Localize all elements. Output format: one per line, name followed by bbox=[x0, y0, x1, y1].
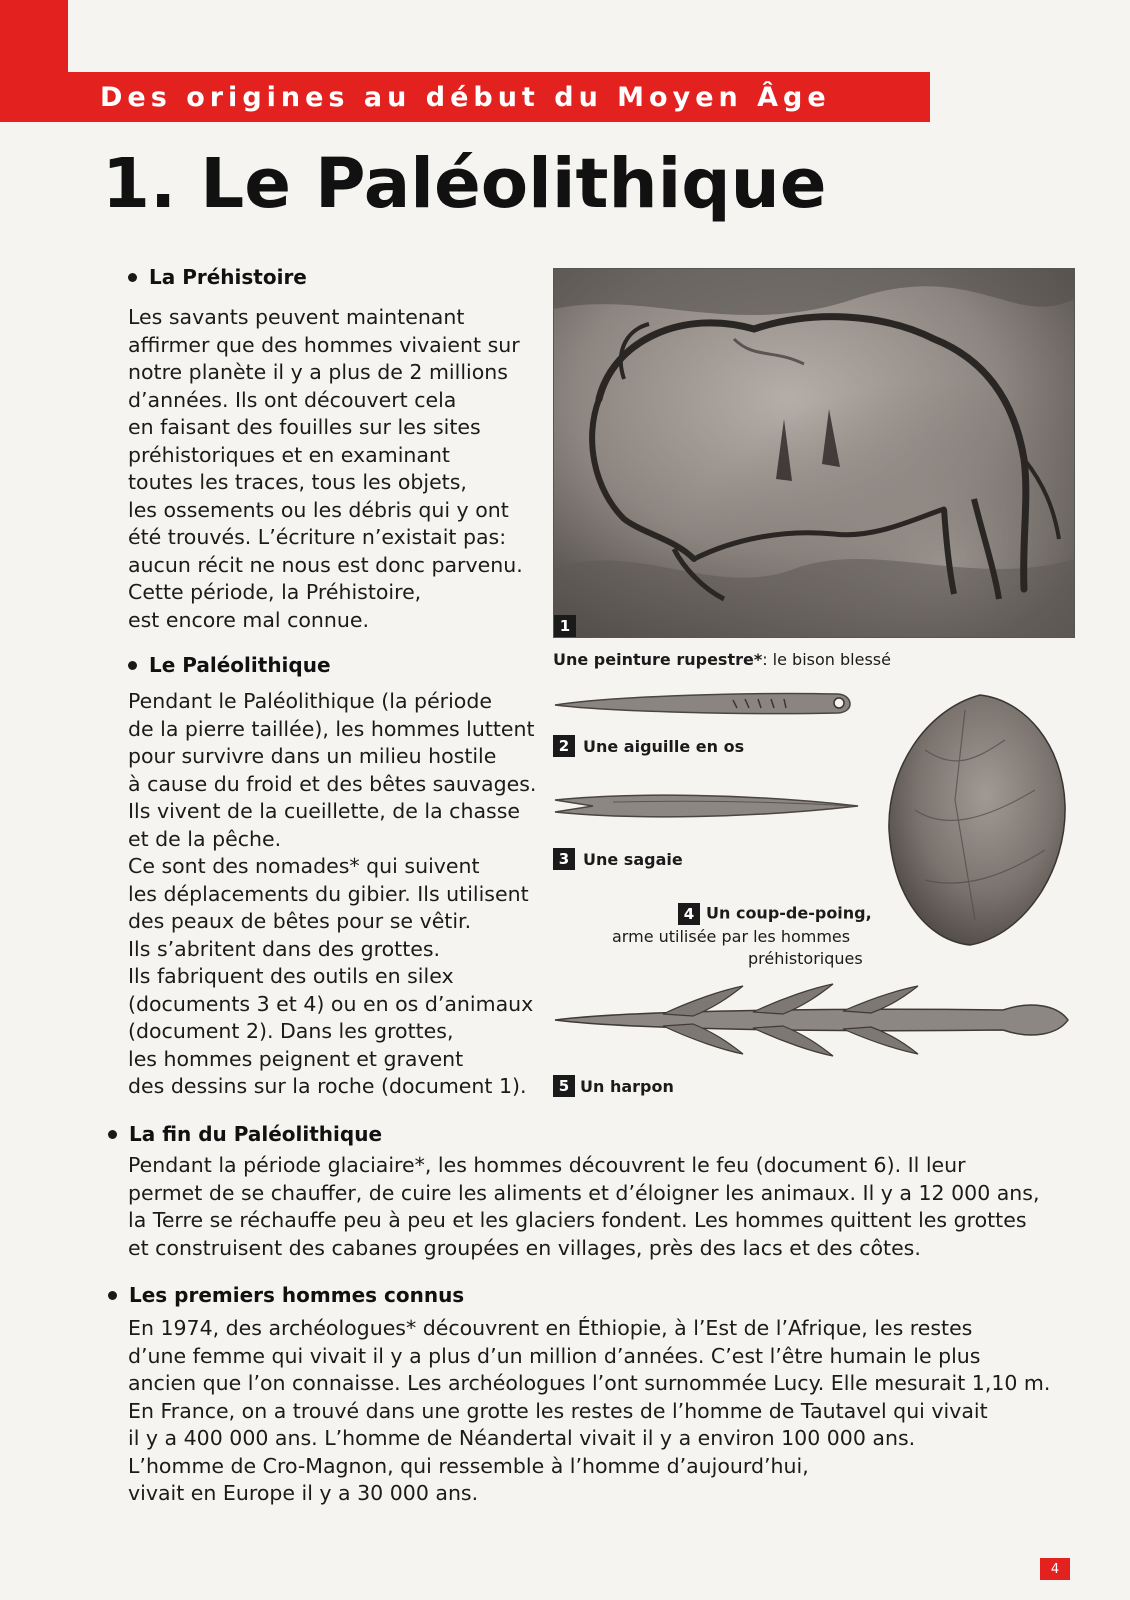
caption-bold-part: Un coup-de-poing, bbox=[706, 903, 872, 923]
figure-number-3: 3 bbox=[553, 848, 575, 870]
text-line: préhistoriques et en examinant bbox=[128, 442, 450, 467]
text-line: à cause du froid et des bêtes sauvages. bbox=[128, 771, 537, 796]
bullet-icon bbox=[128, 661, 137, 670]
text-line: aucun récit ne nous est donc parvenu. bbox=[128, 552, 523, 577]
section-heading-paleolithique bbox=[128, 653, 331, 677]
corner-color-block bbox=[0, 0, 68, 122]
text-line: de la pierre taillée), les hommes luttent bbox=[128, 716, 535, 741]
section-heading-label: Les premiers hommes connus bbox=[129, 1283, 465, 1307]
prehistoire-paragraph bbox=[128, 304, 523, 634]
chapter-title: Des origines au début du Moyen Âge bbox=[100, 81, 831, 113]
text-line: Pendant la période glaciaire*, les hommes découvrent le feu (document 6). Il leur bbox=[128, 1153, 966, 1177]
hand-axe-image bbox=[885, 690, 1070, 950]
text-line: Les savants peuvent maintenant bbox=[128, 305, 465, 329]
text-line: la Terre se réchauffe peu à peu et les glaciers fondent. Les hommes quittent les grottes bbox=[128, 1208, 1027, 1232]
text-line: en faisant des fouilles sur les sites bbox=[128, 415, 481, 439]
bullet-icon bbox=[108, 1130, 117, 1139]
text-line: les déplacements du gibier. Ils utilisent bbox=[128, 881, 529, 906]
fin-paragraph bbox=[128, 1152, 1040, 1262]
chapter-banner bbox=[68, 72, 930, 122]
text-line: affirmer que des hommes vivaient sur bbox=[128, 332, 520, 357]
text-line: Ils fabriquent des outils en silex bbox=[128, 964, 454, 988]
text-line: des peaux de bêtes pour se vêtir. bbox=[128, 909, 472, 933]
figure-number-2: 2 bbox=[553, 735, 575, 757]
harpoon-image bbox=[553, 980, 1073, 1060]
section-heading-label: Le Paléolithique bbox=[149, 653, 331, 677]
figure-number-5: 5 bbox=[553, 1075, 575, 1097]
section-heading-prehistoire bbox=[128, 265, 307, 289]
text-line: Ce sont des nomades* qui suivent bbox=[128, 854, 480, 878]
text-line: (document 2). Dans les grottes, bbox=[128, 1019, 454, 1043]
text-line: les ossements ou les débris qui y ont bbox=[128, 497, 509, 522]
text-line: d’une femme qui vivait il y a plus d’un million d’années. C’est l’être humain le plus bbox=[128, 1343, 981, 1368]
spear-point-image bbox=[553, 786, 863, 826]
text-line: Ils vivent de la cueillette, de la chasse bbox=[128, 799, 520, 823]
caption-rest-part: : le bison blessé bbox=[762, 650, 891, 669]
figure-3-caption: Une sagaie bbox=[583, 850, 683, 869]
text-line: notre planète il y a plus de 2 millions bbox=[128, 360, 508, 384]
text-line: ancien que l’on connaisse. Les archéologues l’ont surnommée Lucy. Elle mesurait 1,10 m. bbox=[128, 1371, 1051, 1395]
section-heading-label: La fin du Paléolithique bbox=[129, 1122, 383, 1146]
premiers-paragraph bbox=[128, 1315, 1050, 1508]
text-line: L’homme de Cro-Magnon, qui ressemble à l’homme d’aujourd’hui, bbox=[128, 1453, 809, 1478]
bullet-icon bbox=[128, 273, 137, 282]
text-line: Ils s’abritent dans des grottes. bbox=[128, 936, 441, 961]
text-line: Pendant le Paléolithique (la période bbox=[128, 689, 492, 713]
text-line: En France, on a trouvé dans une grotte les restes de l’homme de Tautavel qui vivait bbox=[128, 1398, 988, 1423]
section-heading-label: La Préhistoire bbox=[149, 265, 307, 289]
text-line: Cette période, la Préhistoire, bbox=[128, 580, 422, 604]
page-number: 4 bbox=[1040, 1558, 1070, 1580]
figure-4-caption-line3: préhistoriques bbox=[748, 949, 863, 968]
figure-4-caption-line1 bbox=[678, 903, 872, 925]
bone-needle-image bbox=[553, 688, 858, 718]
text-line: toutes les traces, tous les objets, bbox=[128, 470, 467, 494]
text-line: (documents 3 et 4) ou en os d’animaux bbox=[128, 991, 534, 1016]
caption-bold-part: Une peinture rupestre* bbox=[553, 650, 763, 669]
text-line: et construisent des cabanes groupées en villages, près des lacs et des côtes. bbox=[128, 1235, 921, 1260]
figure-number-4: 4 bbox=[678, 903, 700, 925]
figure-5-caption: Un harpon bbox=[580, 1077, 674, 1096]
text-line: d’années. Ils ont découvert cela bbox=[128, 387, 457, 412]
paleolithique-paragraph bbox=[128, 688, 536, 1101]
page-title: 1. Le Paléolithique bbox=[102, 144, 827, 224]
text-line: été trouvés. L’écriture n’existait pas: bbox=[128, 525, 507, 549]
text-line: est encore mal connue. bbox=[128, 607, 370, 632]
figure-number-1: 1 bbox=[554, 615, 576, 637]
text-line: et de la pêche. bbox=[128, 826, 282, 851]
text-line: vivait en Europe il y a 30 000 ans. bbox=[128, 1481, 479, 1505]
text-line: En 1974, des archéologues* découvrent en Éthiopie, à l’Est de l’Afrique, les restes bbox=[128, 1316, 973, 1340]
text-line: des dessins sur la roche (document 1). bbox=[128, 1074, 527, 1098]
text-line: permet de se chauffer, de cuire les aliments et d’éloigner les animaux. Il y a 12 000 ans, bbox=[128, 1180, 1040, 1205]
text-line: les hommes peignent et gravent bbox=[128, 1046, 464, 1071]
section-heading-premiers bbox=[108, 1283, 464, 1307]
figure-2-caption: Une aiguille en os bbox=[583, 737, 745, 756]
text-line: pour survivre dans un milieu hostile bbox=[128, 744, 497, 768]
figure-4-caption-line2: arme utilisée par les hommes bbox=[612, 927, 851, 946]
cave-painting-image bbox=[553, 268, 1075, 638]
text-line: il y a 400 000 ans. L’homme de Néandertal vivait il y a environ 100 000 ans. bbox=[128, 1426, 916, 1450]
bullet-icon bbox=[108, 1291, 117, 1300]
figure-1-caption bbox=[553, 650, 891, 669]
bison-painting-illustration bbox=[554, 269, 1074, 637]
section-heading-fin bbox=[108, 1122, 382, 1146]
